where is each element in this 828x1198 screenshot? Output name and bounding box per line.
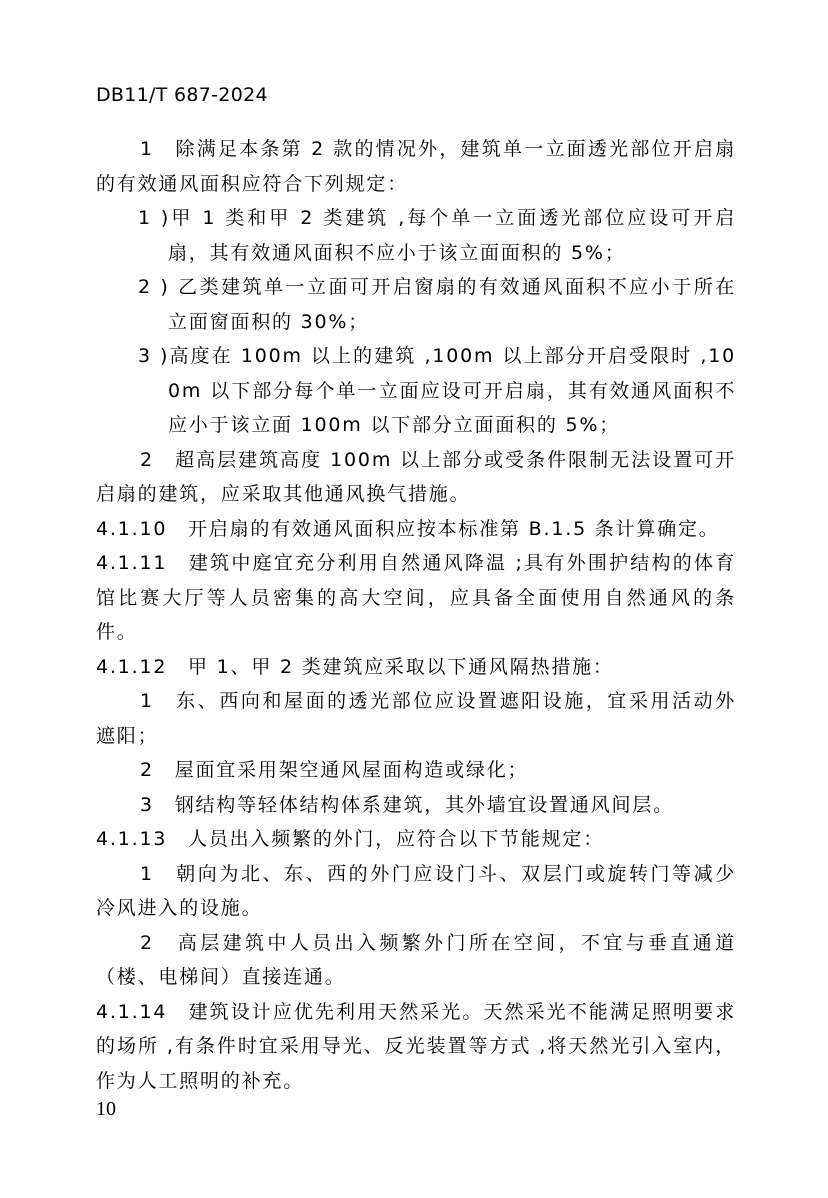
clause-4-1-12-item-3: 3 钢结构等轻体结构体系建筑，其外墙宜设置通风间层。 xyxy=(140,793,674,816)
document-body xyxy=(96,132,736,1098)
paragraph-item-2: 2 超高层建筑高度 100m 以上部分或受条件限制无法设置可开启扇的建筑，应采取其他通风换气措施。 xyxy=(96,448,736,505)
page-number: 10 xyxy=(96,1098,116,1120)
clause-4-1-11: 4.1.11 建筑中庭宜充分利用自然通风降温 ;具有外围护结构的体育馆比赛大厅等人员密集的高大空间，应具备全面使用自然通风的条件。 xyxy=(96,552,736,643)
standard-code-header: DB11/T 687-2024 xyxy=(96,84,268,106)
sub-item-1: 1 )甲 1 类和甲 2 类建筑 ,每个单一立面透光部位应设可开启扇，其有效通风面积不应小于该立面面积的 5%； xyxy=(138,207,736,264)
sub-item-3: 3 )高度在 100m 以上的建筑 ,100m 以上部分开启受限时 ,100m 以下部分每个单一立面应设可开启扇，其有效通风面积不应小于该立面 100m 以下部分立面面积的 5%； xyxy=(138,345,736,436)
clause-4-1-10: 4.1.10 开启扇的有效通风面积应按本标准第 B.1.5 条计算确定。 xyxy=(96,517,720,540)
clause-4-1-13: 4.1.13 人员出入频繁的外门，应符合以下节能规定： xyxy=(96,828,605,850)
paragraph-item-1: 1 除满足本条第 2 款的情况外，建筑单一立面透光部位开启扇的有效通风面积应符合下列规定： xyxy=(96,138,736,195)
sub-item-2: 2 ) 乙类建筑单一立面可开启窗扇的有效通风面积不应小于所在立面窗面积的 30%； xyxy=(138,276,736,333)
clause-4-1-13-item-2: 2 高层建筑中人员出入频繁外门所在空间，不宜与垂直通道（楼、电梯间）直接连通。 xyxy=(96,931,736,988)
clause-4-1-12: 4.1.12 甲 1、甲 2 类建筑应采取以下通风隔热措施： xyxy=(96,655,614,678)
clause-4-1-12-item-2: 2 屋面宜采用架空通风屋面构造或绿化； xyxy=(140,759,529,781)
clause-4-1-13-item-1: 1 朝向为北、东、西的外门应设门斗、双层门或旋转门等减少冷风进入的设施。 xyxy=(96,862,736,919)
clause-4-1-12-item-1: 1 东、西向和屋面的透光部位应设置遮阳设施，宜采用活动外遮阳； xyxy=(96,690,736,747)
clause-4-1-14: 4.1.14 建筑设计应优先利用天然采光。天然采光不能满足照明要求的场所 ,有条件时宜采用导光、反光装置等方式 ,将天然光引入室内，作为人工照明的补充。 xyxy=(96,1000,736,1092)
